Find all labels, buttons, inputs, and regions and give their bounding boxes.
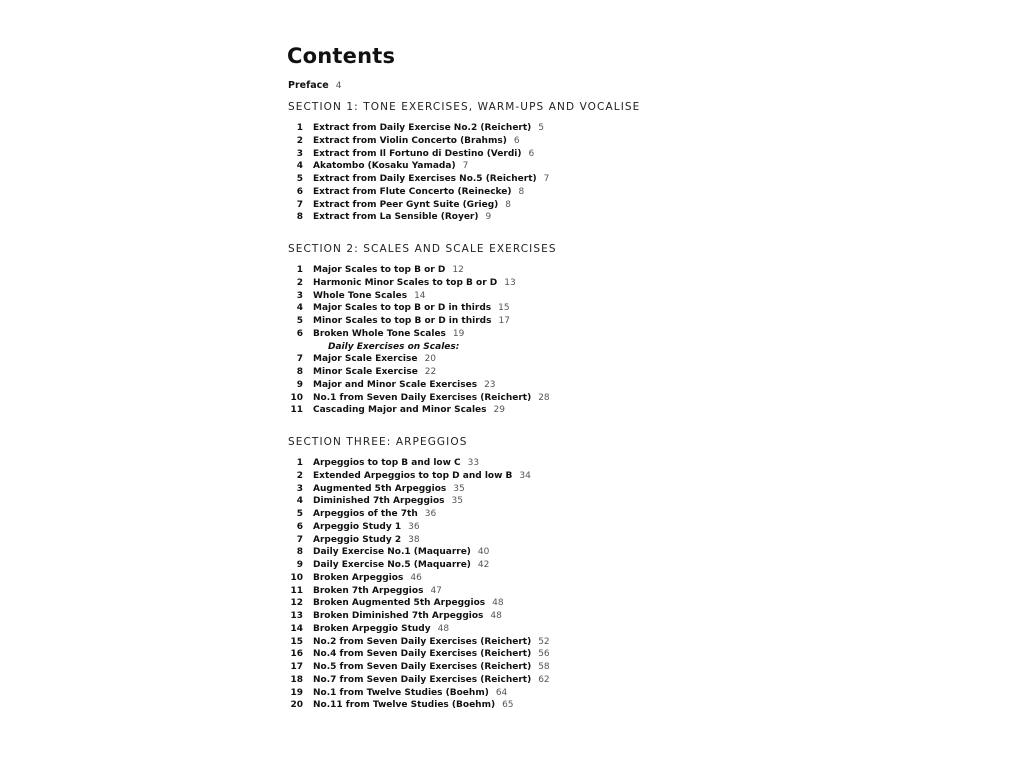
section-heading: SECTION 2: SCALES AND SCALE EXERCISES — [288, 243, 557, 255]
entry-page-number: 23 — [484, 379, 496, 390]
toc-entry[interactable] — [288, 636, 550, 649]
entry-title: Extract from Flute Concerto (Reinecke) — [313, 186, 512, 197]
entry-page-number: 17 — [498, 316, 510, 326]
entry-page-number: 36 — [424, 509, 437, 519]
entry-page-number: 14 — [414, 290, 426, 301]
toc-entry[interactable] — [288, 366, 557, 379]
entry-page-number: 7 — [462, 161, 469, 172]
section-2 — [288, 242, 557, 417]
entry-title: Diminished 7th Arpeggios — [313, 496, 445, 507]
entry-title: Major Scale Exercise — [313, 354, 418, 365]
toc-entry[interactable] — [288, 199, 640, 212]
entry-number: 6 — [296, 521, 303, 532]
toc-entry[interactable] — [288, 687, 550, 700]
toc-entry[interactable] — [288, 379, 557, 392]
toc-entry[interactable] — [288, 495, 550, 508]
entry-title: Daily Exercises on Scales: — [328, 341, 460, 352]
entry-title: Arpeggios of the 7th — [313, 509, 418, 519]
toc-entry[interactable] — [288, 470, 550, 483]
toc-entry[interactable] — [288, 534, 550, 547]
toc-entry[interactable] — [288, 521, 550, 534]
entry-number: 1 — [296, 458, 303, 468]
section-entry-list — [288, 122, 640, 224]
entry-number: 6 — [296, 186, 303, 197]
entry-title: Extract from Il Fortuno di Destino (Verdi) — [313, 148, 522, 159]
toc-entry[interactable] — [288, 648, 550, 661]
entry-number: 10 — [290, 392, 303, 403]
entry-page-number: 48 — [490, 611, 502, 621]
toc-entry[interactable] — [288, 457, 550, 470]
toc-entry[interactable] — [288, 148, 640, 161]
toc-entry[interactable] — [288, 597, 550, 610]
entry-number: 9 — [296, 379, 303, 390]
entry-title: Broken Arpeggios — [313, 572, 404, 583]
section-heading: SECTION 1: TONE EXERCISES, WARM-UPS AND VOCALISE — [288, 101, 641, 113]
entry-number: 17 — [290, 662, 303, 672]
entry-subheading — [288, 341, 557, 354]
entry-number: 2 — [296, 470, 303, 481]
preface-page-number: 4 — [335, 81, 342, 91]
entry-title: Whole Tone Scales — [313, 290, 408, 301]
entry-number: 20 — [290, 700, 303, 711]
entry-page-number: 6 — [513, 135, 520, 146]
entry-number: 7 — [296, 534, 303, 545]
preface-entry[interactable] — [288, 80, 341, 92]
entry-page-number: 7 — [543, 174, 550, 184]
entry-number: 2 — [296, 277, 303, 288]
toc-entry[interactable] — [288, 392, 557, 405]
entry-title: Major Scales to top B or D in thirds — [313, 303, 492, 314]
entry-number: 11 — [290, 405, 303, 416]
section-1 — [288, 100, 640, 224]
section-3 — [288, 435, 550, 712]
toc-entry[interactable] — [288, 559, 550, 572]
toc-entry[interactable] — [288, 315, 557, 328]
entry-page-number: 65 — [502, 700, 514, 711]
toc-entry[interactable] — [288, 483, 550, 496]
entry-title: Major Scales to top B or D — [313, 265, 446, 275]
entry-title: Extract from Violin Concerto (Brahms) — [313, 135, 507, 146]
toc-entry[interactable] — [288, 572, 550, 585]
toc-entry[interactable] — [288, 610, 550, 623]
entry-title: Broken Diminished 7th Arpeggios — [313, 611, 484, 621]
entry-number: 15 — [290, 636, 303, 647]
entry-title: Minor Scales to top B or D in thirds — [313, 316, 492, 326]
entry-title: No.5 from Seven Daily Exercises (Reichert) — [313, 662, 532, 672]
entry-number: 10 — [290, 572, 303, 583]
entry-page-number: 33 — [467, 458, 480, 468]
entry-page-number: 35 — [453, 483, 465, 494]
toc-entry[interactable] — [288, 135, 640, 148]
entry-title: No.4 from Seven Daily Exercises (Reichert) — [313, 649, 532, 660]
toc-entry[interactable] — [288, 302, 557, 315]
toc-entry[interactable] — [288, 160, 640, 173]
entry-title: Extract from La Sensible (Royer) — [313, 212, 479, 223]
entry-page-number: 34 — [519, 470, 531, 481]
toc-entry[interactable] — [288, 699, 550, 712]
entry-number: 7 — [296, 199, 303, 210]
entry-number: 6 — [296, 328, 303, 339]
toc-entry[interactable] — [288, 173, 640, 186]
entry-number: 5 — [296, 316, 303, 326]
entry-number: 4 — [296, 303, 303, 314]
entry-number: 1 — [296, 265, 303, 275]
entry-title: Extended Arpeggios to top D and low B — [313, 470, 513, 481]
entry-title: Extract from Daily Exercises No.5 (Reichert) — [313, 174, 537, 184]
toc-entry[interactable] — [288, 211, 640, 224]
toc-entry[interactable] — [288, 661, 550, 674]
toc-entry[interactable] — [288, 674, 550, 687]
entry-page-number: 29 — [493, 405, 505, 416]
page-title: Contents — [287, 44, 396, 68]
entry-page-number: 48 — [437, 623, 450, 634]
entry-title: No.1 from Twelve Studies (Boehm) — [313, 687, 489, 698]
entry-page-number: 9 — [485, 212, 492, 223]
entry-page-number: 47 — [430, 585, 442, 596]
entry-page-number: 8 — [505, 199, 511, 210]
entry-number: 1 — [296, 123, 303, 133]
entry-title: Extract from Daily Exercise No.2 (Reichert) — [313, 123, 532, 133]
entry-page-number: 8 — [518, 186, 525, 197]
entry-page-number: 64 — [495, 687, 508, 698]
entry-page-number: 52 — [538, 636, 550, 647]
entry-page-number: 56 — [538, 649, 550, 660]
entry-page-number: 6 — [528, 148, 535, 159]
entry-number: 18 — [290, 674, 303, 685]
entry-page-number: 12 — [452, 265, 464, 275]
entry-title: Akatombo (Kosaku Yamada) — [313, 161, 456, 172]
entry-number: 12 — [290, 598, 303, 609]
entry-number: 3 — [296, 148, 303, 159]
entry-number: 11 — [290, 585, 303, 596]
entry-number: 5 — [296, 509, 303, 519]
entry-page-number: 48 — [492, 598, 504, 609]
entry-number: 3 — [296, 290, 303, 301]
toc-entry[interactable] — [288, 290, 557, 303]
toc-entry[interactable] — [288, 353, 557, 366]
entry-number: 8 — [296, 547, 303, 558]
entry-number: 5 — [296, 174, 303, 184]
entry-number — [288, 341, 303, 354]
entry-page-number: 36 — [408, 521, 420, 532]
entry-page-number: 40 — [477, 547, 490, 558]
entry-title: Arpeggio Study 2 — [313, 534, 402, 545]
entry-page-number: 38 — [408, 534, 420, 545]
toc-entry[interactable] — [288, 546, 550, 559]
entry-title: Arpeggios to top B and low C — [313, 458, 461, 468]
entry-number: 8 — [296, 212, 303, 223]
entry-title: Broken Augmented 5th Arpeggios — [313, 598, 486, 609]
entry-page-number: 15 — [498, 303, 510, 314]
entry-number: 19 — [290, 687, 303, 698]
entry-page-number: 5 — [538, 123, 545, 133]
preface-label: Preface — [288, 80, 329, 91]
entry-number: 4 — [296, 161, 303, 172]
entry-number: 16 — [290, 649, 303, 660]
toc-entry[interactable] — [288, 122, 640, 135]
entry-title: Major and Minor Scale Exercises — [313, 379, 478, 390]
entry-number: 2 — [296, 135, 303, 146]
entry-page-number: 42 — [477, 560, 490, 570]
entry-title: Augmented 5th Arpeggios — [313, 483, 447, 494]
entry-page-number: 46 — [410, 572, 422, 583]
entry-page-number: 22 — [424, 367, 437, 377]
entry-title: Broken Arpeggio Study — [313, 623, 431, 634]
entry-page-number: 28 — [538, 392, 550, 403]
entry-number: 4 — [296, 496, 303, 507]
entry-page-number: 20 — [424, 354, 436, 365]
entry-page-number: 62 — [538, 674, 550, 685]
entry-title: Harmonic Minor Scales to top B or D — [313, 277, 498, 288]
entry-number: 8 — [296, 367, 303, 377]
entry-title: No.1 from Seven Daily Exercises (Reichert) — [313, 392, 532, 403]
entry-title: Broken Whole Tone Scales — [313, 328, 446, 339]
entry-title: Arpeggio Study 1 — [313, 521, 402, 532]
entry-title: Cascading Major and Minor Scales — [313, 405, 487, 416]
toc-entry[interactable] — [288, 585, 550, 598]
entry-title: Extract from Peer Gynt Suite (Grieg) — [313, 199, 499, 210]
entry-number: 3 — [296, 483, 303, 494]
toc-entry[interactable] — [288, 508, 550, 521]
toc-entry[interactable] — [288, 328, 557, 341]
toc-entry[interactable] — [288, 623, 550, 636]
toc-entry[interactable] — [288, 186, 640, 199]
entry-page-number: 19 — [452, 328, 465, 339]
entry-page-number: 58 — [538, 662, 550, 672]
toc-entry[interactable] — [288, 264, 557, 277]
section-entry-list — [288, 457, 550, 712]
entry-title: Broken 7th Arpeggios — [313, 585, 424, 596]
entry-number: 13 — [290, 611, 303, 621]
toc-entry[interactable] — [288, 404, 557, 417]
entry-number: 14 — [290, 623, 303, 634]
entry-page-number: 13 — [504, 277, 516, 288]
toc-entry[interactable] — [288, 277, 557, 290]
section-entry-list — [288, 264, 557, 417]
entry-title: Minor Scale Exercise — [313, 367, 418, 377]
entry-page-number: 35 — [451, 496, 463, 507]
section-heading: SECTION THREE: ARPEGGIOS — [288, 436, 468, 448]
entry-title: Daily Exercise No.1 (Maquarre) — [313, 547, 471, 558]
entry-title: Daily Exercise No.5 (Maquarre) — [313, 560, 471, 570]
entry-number: 9 — [296, 560, 303, 570]
entry-title: No.2 from Seven Daily Exercises (Reichert) — [313, 636, 532, 647]
entry-title: No.11 from Twelve Studies (Boehm) — [313, 700, 496, 711]
entry-number: 7 — [296, 354, 303, 365]
entry-title: No.7 from Seven Daily Exercises (Reichert) — [313, 674, 532, 685]
